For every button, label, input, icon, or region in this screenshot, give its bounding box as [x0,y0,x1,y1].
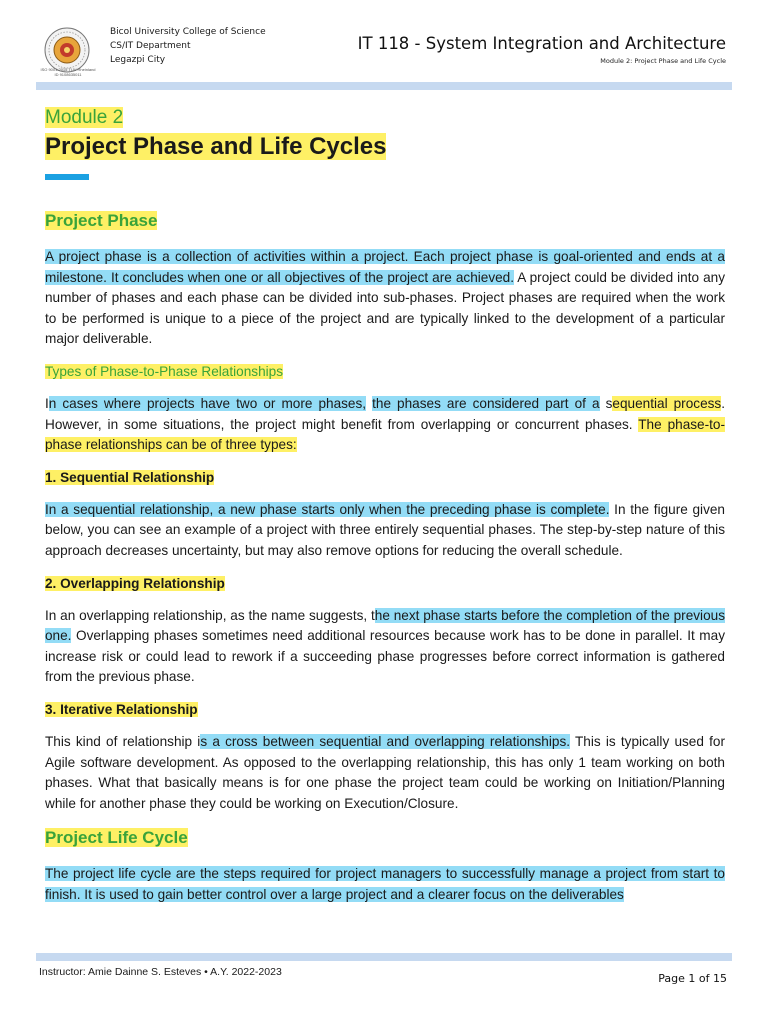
paragraph-project-phase: A project phase is a collection of activities within a project. Each project phase is goal-oriented and ends at a milestone. It concludes when one or all objectives of the project are achieved. A project could be divided into any number of phases and each phase can be divided into sub-phases. Project phases are required when the work to be performed is unique to a piece of the project and are typically linked to the development of a particular major deliverable. [45,249,725,347]
section-heading-project-phase: Project Phase [45,211,158,230]
title-accent-bar [45,174,89,180]
subheading-types-of-relationships: Types of Phase-to-Phase Relationships [45,363,284,379]
heading-sequential-relationship: 1. Sequential Relationship [45,469,215,485]
paragraph-iterative-relationship: This kind of relationship is a cross between sequential and overlapping relationships. This is typically used for Agile software development. As opposed to the overlapping relationship, this has only 1 team working on both phases. What that basically means is for one phase the project team could be working on Initiation/Planning while for another phase they could be working on Execution/Closure. [45,733,725,811]
page-header [0,0,768,92]
department-name: CS/IT Department [110,41,191,51]
city-name: Legazpi City [110,55,166,65]
footer-instructor: Instructor: Amie Dainne S. Esteves • A.Y. 2022-2023 [39,966,282,978]
document-title: Project Phase and Life Cycles [45,133,387,160]
course-title: IT 118 - System Integration and Architecture [357,34,726,53]
paragraph-relationship-intro: In cases where projects have two or more phases, the phases are considered part of a sequential process. However, in some situations, the project might benefit from overlapping or concurrent phases. The phase-to-phase relationships can be of three types: [45,395,726,453]
institution-block [110,25,266,67]
header-rule [36,82,732,90]
heading-overlapping-relationship: 2. Overlapping Relationship [45,575,225,591]
section-heading-project-life-cycle: Project Life Cycle [45,828,188,848]
module-label: Module 2 [45,107,124,128]
paragraph-project-life-cycle: The project life cycle are the steps required for project managers to successfully manage a project from start to finish. It is used to gain better control over a large project and a clearer focus on the deliverables [45,866,725,902]
heading-iterative-relationship: 3. Iterative Relationship [45,701,198,717]
footer-rule [36,953,732,961]
module-subtitle: Module 2: Project Phase and Life Cycle [600,57,726,65]
document-body [45,106,725,905]
institution-name: Bicol University College of Science [110,27,266,37]
paragraph-overlapping-relationship: In an overlapping relationship, as the name suggests, the next phase starts before the completion of the previous one. Overlapping phases sometimes need additional resources because work has to be done in parallel. It may increase risk or could lead to rework if a succeeding phase progresses before correct information is gathered from the previous phase. [45,607,725,685]
paragraph-sequential-relationship: In a sequential relationship, a new phase starts only when the preceding phase is complete. In the figure given below, you can see an example of a project with three entirely sequential phases. The step-by-step nature of this approach decreases uncertainty, but may also remove options for reducing the overall schedule. [45,501,725,558]
page-number: Page 1 of 15 [658,972,727,985]
iso-certification-caption: ISO 9001:2015 TUV Rheinland ID 9108635011 [40,67,96,77]
